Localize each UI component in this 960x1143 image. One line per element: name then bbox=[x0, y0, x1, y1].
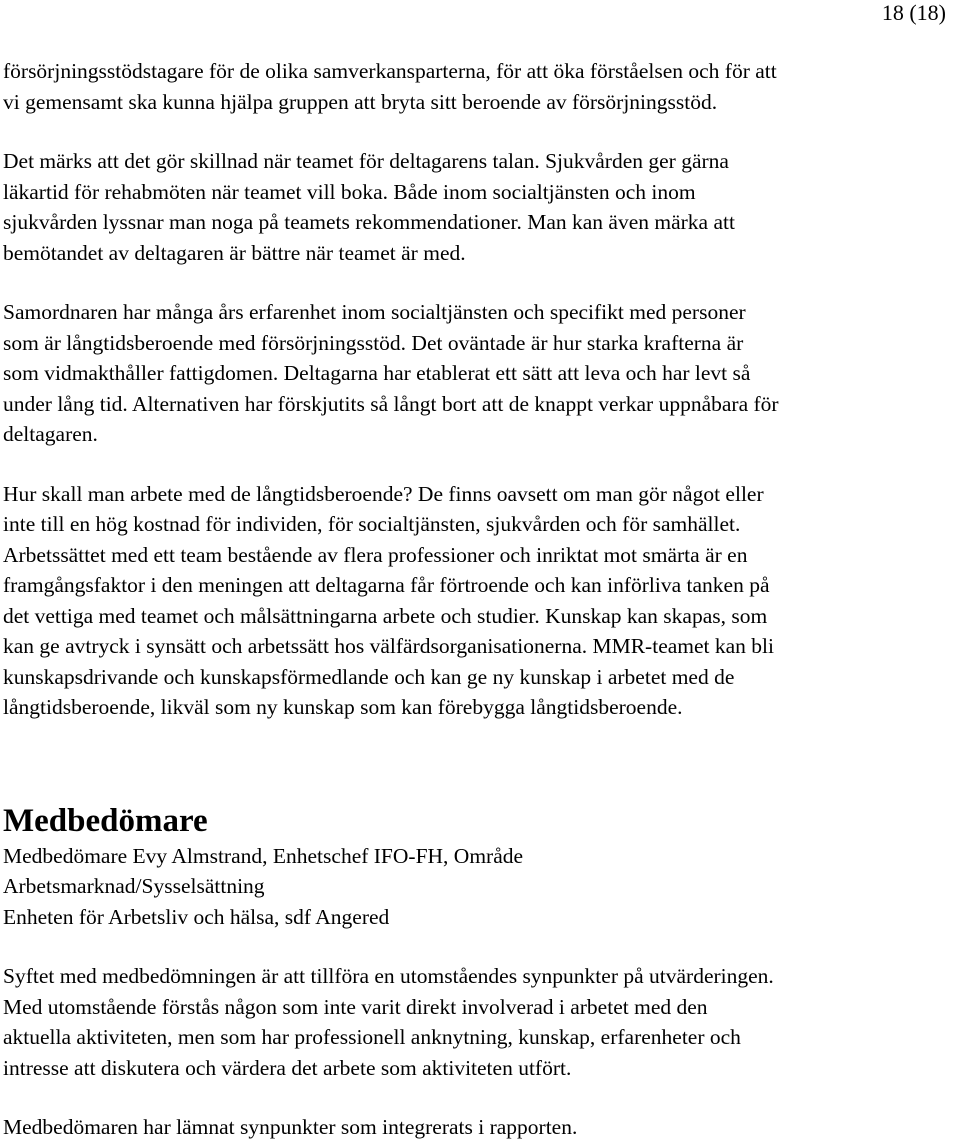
text-line: vi gemensamt ska kunna hjälpa gruppen att bryta sitt beroende av försörjningsstöd. bbox=[3, 89, 718, 114]
text-line: läkartid för rehabmöten när teamet vill boka. Både inom socialtjänsten och inom bbox=[3, 179, 696, 204]
paragraph-coordinator bbox=[3, 297, 958, 450]
text-line: under lång tid. Alternativen har förskjutits så långt bort att de knappt verkar uppnåbara för bbox=[3, 391, 779, 416]
assessor-info bbox=[3, 841, 958, 933]
paragraph-long-term-dependents bbox=[3, 479, 958, 723]
text-line: kunskapsdrivande och kunskapsförmedlande och kan ge ny kunskap i arbetet med de bbox=[3, 664, 735, 689]
paragraph-purpose bbox=[3, 961, 958, 1083]
page-number: 18 (18) bbox=[881, 0, 946, 25]
text-line: Arbetssättet med ett team bestående av flera professioner och inriktat mot smärta är en bbox=[3, 542, 748, 567]
text-line: långtidsberoende, likväl som ny kunskap som kan förebygga långtidsberoende. bbox=[3, 695, 683, 719]
text-line: Hur skall man arbete med de långtidsberoende? De finns oavsett om man gör något eller bbox=[3, 481, 764, 506]
text-line: kan ge avtryck i synsätt och arbetssätt hos välfärdsorganisationerna. MMR-teamet kan bli bbox=[3, 634, 775, 658]
text-line: sjukvården lyssnar man noga på teamets rekommendationer. Man kan även märka att bbox=[3, 210, 735, 234]
text-line: intresse att diskutera och värdera det arbete som aktiviteten utfört. bbox=[3, 1055, 572, 1080]
text-line: Med utomstående förstås någon som inte varit direkt involverad i arbetet med den bbox=[3, 994, 708, 1019]
assessor-info-line: Medbedömare Evy Almstrand, Enhetschef IFO-FH, Område bbox=[3, 843, 524, 868]
text-line: inte till en hög kostnad för individen, för socialtjänsten, sjukvården och för samhället. bbox=[3, 512, 741, 536]
text-line: som är långtidsberoende med försörjningsstöd. Det oväntade är hur starka krafterna är bbox=[3, 330, 744, 355]
text-line: Det märks att det gör skillnad när teamet för deltagarens talan. Sjukvården ger gärna bbox=[3, 149, 729, 173]
text-line: deltagaren. bbox=[3, 422, 98, 446]
text-line: framgångsfaktor i den meningen att deltagarna får förtroende och kan införliva tanken på bbox=[3, 573, 770, 597]
section-heading: Medbedömare bbox=[3, 802, 208, 839]
text-line: aktuella aktiviteten, men som har professionell anknytning, kunskap, erfarenheter och bbox=[3, 1025, 741, 1049]
assessor-info-line: Arbetsmarknad/Sysselsättning bbox=[3, 874, 265, 898]
text-line: bemötandet av deltagaren är bättre när teamet är med. bbox=[3, 240, 466, 265]
text-line: Medbedömaren har lämnat synpunkter som integrerats i rapporten. bbox=[3, 1115, 578, 1139]
text-line: försörjningsstödstagare för de olika samverkansparterna, för att öka förståelsen och för att bbox=[3, 59, 777, 83]
assessor-info-line: Enheten för Arbetsliv och hälsa, sdf Angered bbox=[3, 904, 390, 929]
text-line: Samordnaren har många års erfarenhet inom socialtjänsten och specifikt med personer bbox=[3, 300, 746, 324]
paragraph-team-difference bbox=[3, 146, 958, 268]
paragraph-intro bbox=[3, 56, 958, 117]
text-line: som vidmakthåller fattigdomen. Deltagarna har etablerat ett sätt att leva och har levt så bbox=[3, 361, 751, 385]
paragraph-conclusion bbox=[3, 1112, 958, 1143]
text-line: Syftet med medbedömningen är att tillföra en utomståendes synpunkter på utvärderingen. bbox=[3, 964, 774, 988]
document-body bbox=[3, 56, 958, 1143]
text-line: det vettiga med teamet och målsättningarna arbete och studier. Kunskap kan skapas, som bbox=[3, 603, 768, 628]
